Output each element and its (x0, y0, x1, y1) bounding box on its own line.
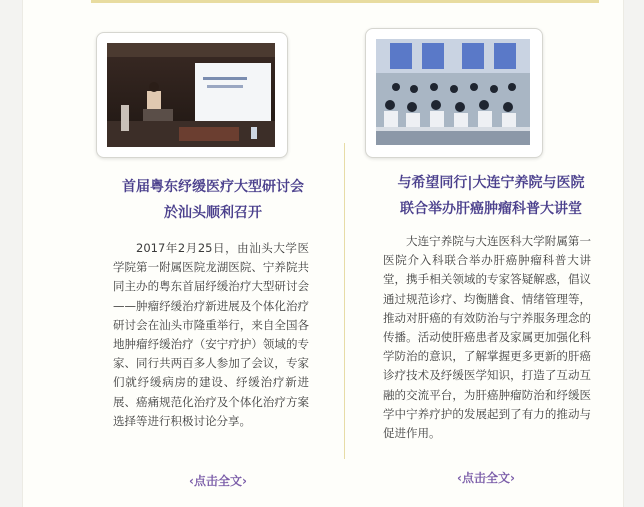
article-2-body: 大连宁养院与大连医科大学附属第一医院介入科联合举办肝癌肿瘤科普大讲堂，携手相关领域的专家答疑解惑，倡议通过规范诊疗、均衡膳食、情绪管理等，推动对肝癌的有效防治与宁养服务理念的传播。活动使肝癌患者及家属更加强化科学防治的意识，了解掌握更多更新的肝癌诊疗技术及纾缓医学知识，打造了互动互融的交流平台，为肝癌肿瘤防治和纾缓医学中宁养疗护的发展起到了有力的推动与促进作用。 (383, 234, 591, 441)
article-1-body: 2017年2月25日，由汕头大学医学院第一附属医院龙湖医院、宁养院共同主办的粤东首届纾缓治疗大型研讨会——肿瘤纾缓治疗新进展及个体化治疗研讨会在汕头市隆重举行，来自全国各地肿瘤纾缓治疗（安宁疗护）领域的专家、同行共两百多人参加了会议，专家们就纾缓病房的建设、纾缓治疗新进展、癌痛规范化治疗及个体化治疗方案选择等进行积极讨论分享。 (113, 241, 309, 428)
conference-photo-icon (107, 43, 275, 147)
article-2-title-line1: 与希望同行|大连宁养院与医院 (397, 175, 585, 191)
newsletter-page (22, 0, 624, 507)
article-2-title-line2: 联合举办肝癌肿瘤科普大讲堂 (400, 201, 582, 217)
column-divider (344, 143, 345, 459)
article-1-photo[interactable] (96, 32, 288, 158)
article-1-read-more-link[interactable]: ‹点击全文› (189, 474, 247, 488)
article-2-photo[interactable] (365, 28, 543, 158)
top-rule (91, 0, 599, 3)
article-1-title-line2: 於汕头顺利召开 (164, 205, 262, 221)
article-2-title[interactable] (379, 170, 603, 222)
article-2-read-more-link[interactable]: ‹点击全文› (457, 471, 515, 485)
lecture-audience-photo-icon (376, 39, 530, 145)
article-1-title[interactable] (93, 174, 333, 226)
article-1-title-line1: 首届粤东纾缓医疗大型研讨会 (122, 179, 304, 195)
